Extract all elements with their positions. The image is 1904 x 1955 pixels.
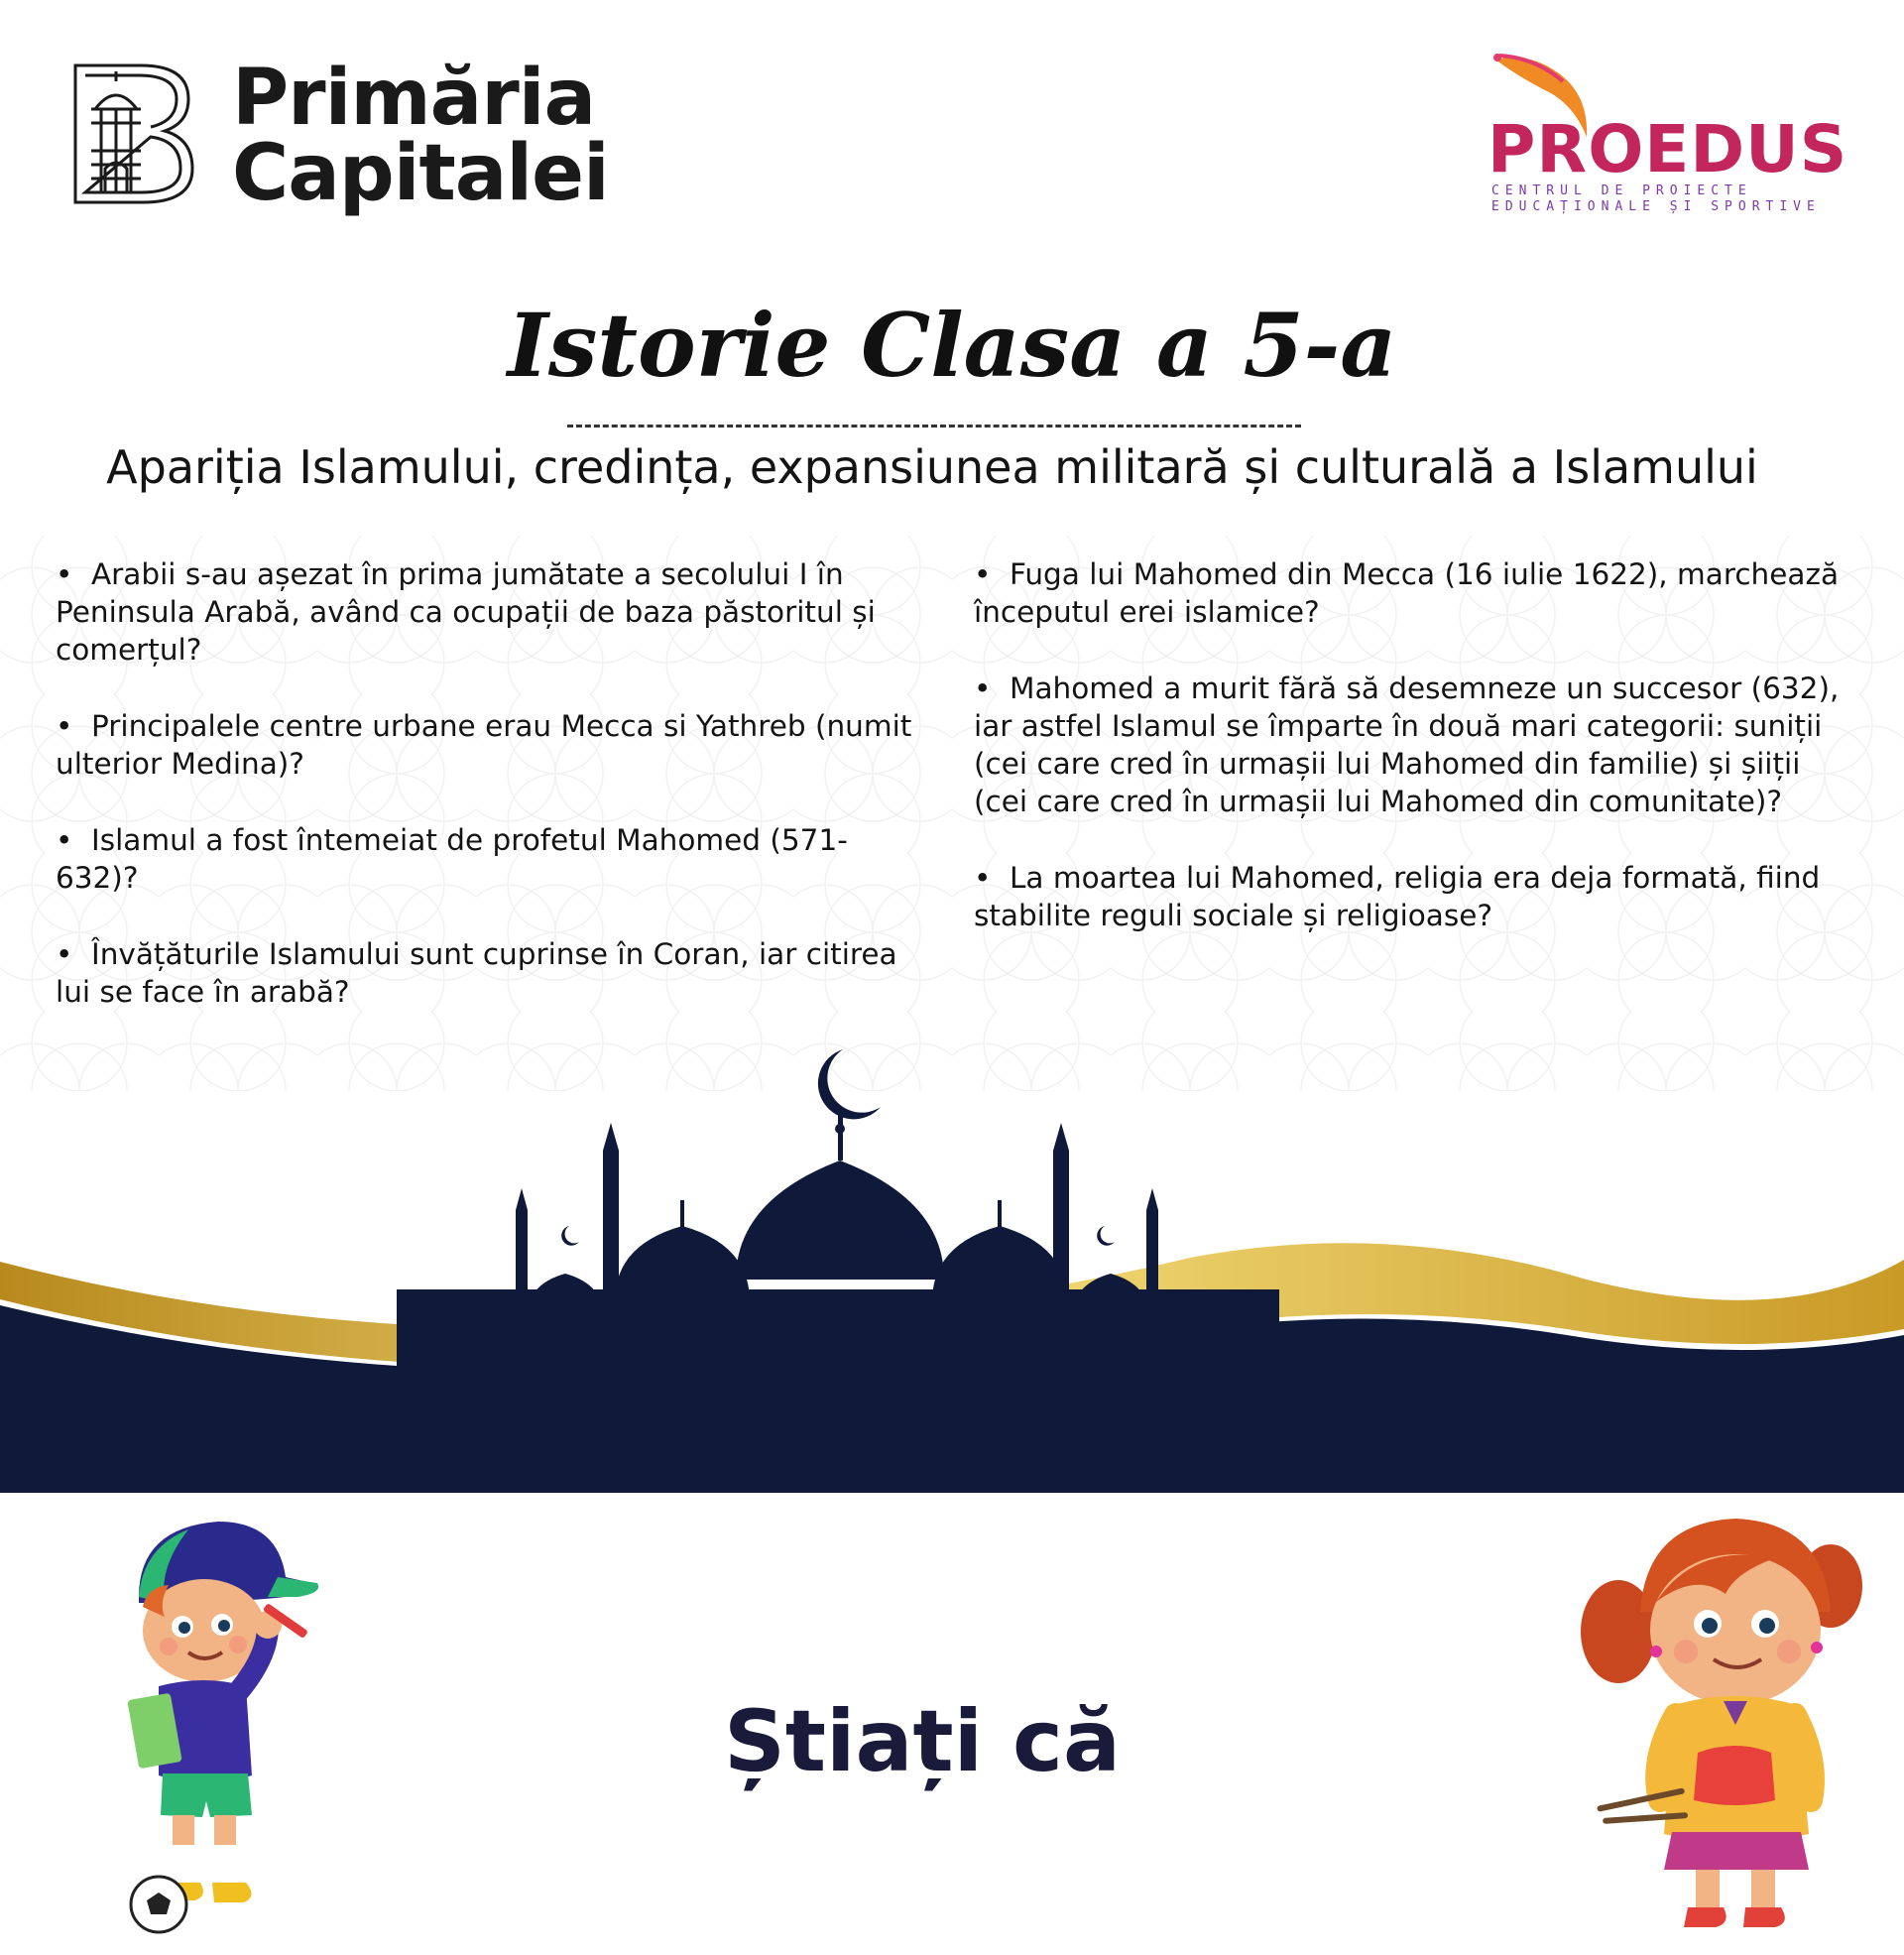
mosque-scene [0,1032,1904,1493]
bullet: • [974,672,992,705]
fact-item [56,555,928,669]
facts-right-column [974,555,1856,973]
page-title: Istorie Clasa a 5-a [507,294,1397,397]
fact-item [974,670,1856,820]
fact-item [56,707,928,783]
fact-item [56,935,928,1011]
proedus-tagline-line1: CENTRUL DE PROIECTE [1491,183,1752,198]
bullet: • [56,823,73,857]
proedus-tagline-line2: EDUCAȚIONALE ȘI SPORTIVE [1491,199,1821,214]
bullet: • [974,557,992,591]
page-subtitle: Apariția Islamului, credința, expansiunea militară și culturală a Islamului [106,440,1758,494]
footer-heading: Știați că [723,1692,1122,1791]
fact-item [974,859,1856,934]
fact-item [56,821,928,897]
fact-text: Mahomed a murit fără să desemneze un succesor (632), iar astfel Islamul se împarte în două mari categorii: suniții (cei care cred în urmașii lui Mahomed din familie) și șiiții (cei care cred în urmașii lui Mahomed din comunitate)? [974,672,1840,818]
fact-text: Fuga lui Mahomed din Mecca (16 iulie 1622), marchează începutul erei islamice? [974,557,1840,629]
proedus-logo [1478,52,1848,225]
facts-left-column [56,555,928,1049]
mosque-silhouette-icon [397,1049,1283,1379]
title-underline [567,425,1301,428]
fact-text: Arabii s-au așezat în prima jumătate a secolului I în Peninsula Arabă, având ca ocupații de baza păstoritul și comerțul? [56,557,876,667]
bullet: • [56,557,73,591]
proedus-wordmark: PROEDUS [1488,111,1848,187]
bullet: • [56,937,73,971]
fact-text: Învățăturile Islamului sunt cuprinse în Coran, iar citirea lui se face în arabă? [56,937,897,1009]
primaria-wordmark-line2: Capitalei [232,129,609,218]
primaria-capitalei-logo [71,54,609,218]
bullet: • [56,709,73,743]
crescent-moon-icon [818,1049,881,1119]
bullet: • [974,861,992,895]
city-hall-b-icon [71,61,196,206]
fact-text: Islamul a fost întemeiat de profetul Mahomed (571-632)? [56,823,848,895]
fact-text: La moartea lui Mahomed, religia era deja formată, fiind stabilite reguli sociale și religioase? [974,861,1821,932]
fact-text: Principalele centre urbane erau Mecca si Yathreb (numit ulterior Medina)? [56,709,912,781]
fact-item [974,555,1856,631]
primaria-wordmark-line1: Primăria [232,54,596,143]
